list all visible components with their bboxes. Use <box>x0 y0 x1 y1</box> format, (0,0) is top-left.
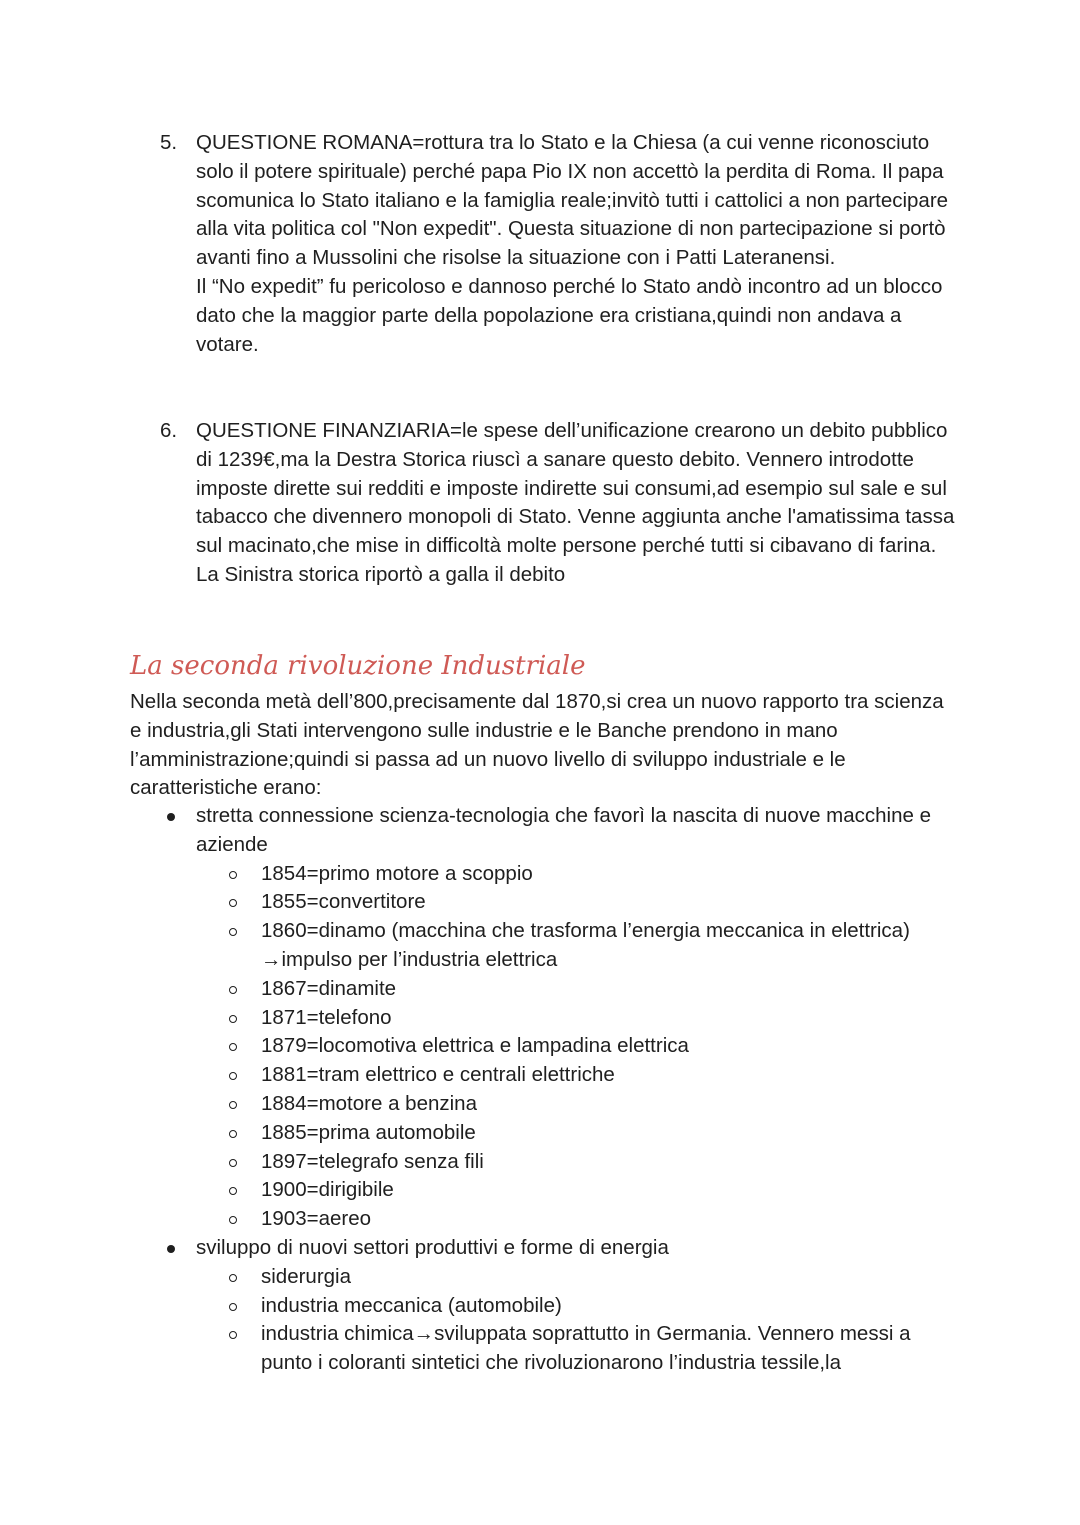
circle-bullet-icon <box>229 1043 237 1051</box>
circle-bullet-icon <box>229 1015 237 1023</box>
circle-bullet-icon <box>229 1331 237 1339</box>
item-extra-text: La Sinistra storica riportò a galla il debito <box>196 562 566 586</box>
circle-bullet-icon <box>229 1159 237 1167</box>
circle-bullet-icon <box>229 1072 237 1080</box>
circle-bullet-icon <box>229 986 237 994</box>
sub-list-item: siderurgia <box>196 1263 960 1292</box>
sub-list-item: 1900=dirigibile <box>196 1176 960 1205</box>
sub-list-item: industria meccanica (automobile) <box>196 1292 960 1321</box>
section-heading: La seconda rivoluzione Industriale <box>130 651 586 681</box>
item-number: 5. <box>160 131 178 154</box>
item-text: QUESTIONE ROMANA=rottura tra lo Stato e la Chiesa (a cui venne riconosciuto solo il potere spirituale) perché papa Pio IX non accettò la perdita di Roma. Il papa scomunica lo Stato italiano e la famiglia reale;invitò tutti i cattolici a non partecipare alla vita politica col "Non expedit". Questa situazione di non partecipazione si portò avanti fino a Mussolini che risolse la situazione con i Patti Lateranensi. <box>196 131 949 270</box>
circle-bullet-icon <box>229 1101 237 1109</box>
circle-bullet-icon <box>229 1187 237 1195</box>
bullet-text: stretta connessione scienza-tecnologia che favorì la nascita di nuove macchine e aziende <box>196 804 932 856</box>
numbered-item-6 <box>160 417 960 590</box>
bullet-item <box>130 1234 960 1378</box>
sub-list-item: 1885=prima automobile <box>196 1119 960 1148</box>
circle-bullet-icon <box>229 928 237 936</box>
section-intro: Nella seconda metà dell’800,precisamente dal 1870,si crea un nuovo rapporto tra scienza e industria,gli Stati intervengono sulle industrie e le Banche prendono in mano l’amministrazione;quindi si passa ad un nuovo livello di sviluppo industriale e le caratteristiche erano: <box>130 690 944 800</box>
bullet-item <box>130 802 960 1234</box>
sub-list <box>196 860 960 1234</box>
item-text: QUESTIONE FINANZIARIA=le spese dell’unificazione crearono un debito pubblico di 1239€,ma la Destra Storica riuscì a sanare questo debito. Vennero introdotte imposte dirette sui redditi e imposte indirette sui consumi,ad esempio sul sale e sul tabacco che divennero monopoli di Stato. Venne aggiunta anche l'amatissima tassa sul macinato,che mise in difficoltà molte persone perché tutti si cibavano di farina. <box>196 419 955 558</box>
sub-list-item: 1867=dinamite <box>196 975 960 1004</box>
sub-list-item: 1903=aereo <box>196 1205 960 1234</box>
bullet-icon <box>167 1245 175 1253</box>
sub-list <box>196 1263 960 1378</box>
circle-bullet-icon <box>229 1216 237 1224</box>
sub-list-item: 1879=locomotiva elettrica e lampadina elettrica <box>196 1032 960 1061</box>
bullet-icon <box>167 813 175 821</box>
bullet-text: sviluppo di nuovi settori produttivi e forme di energia <box>196 1235 669 1259</box>
sub-list-item: 1855=convertitore <box>196 888 960 917</box>
item-extra-text: Il “No expedit” fu pericoloso e dannoso perché lo Stato andò incontro ad un blocco dato che la maggior parte della popolazione era cristiana,quindi non andava a votare. <box>196 274 943 356</box>
circle-bullet-icon <box>229 1130 237 1138</box>
sub-list-item: 1884=motore a benzina <box>196 1090 960 1119</box>
circle-bullet-icon <box>229 871 237 879</box>
circle-bullet-icon <box>229 899 237 907</box>
circle-bullet-icon <box>229 1303 237 1311</box>
numbered-item-5 <box>160 129 960 359</box>
bullet-list <box>130 802 960 1378</box>
sub-list-item: 1897=telegrafo senza fili <box>196 1148 960 1177</box>
circle-bullet-icon <box>229 1274 237 1282</box>
sub-list-item: 1854=primo motore a scoppio <box>196 860 960 889</box>
item-number: 6. <box>160 419 178 442</box>
sub-list-item: industria chimica→sviluppata soprattutto in Germania. Vennero messi a punto i coloranti sintetici che rivoluzionarono l’industria tessile,la <box>196 1320 960 1378</box>
sub-list-item: 1860=dinamo (macchina che trasforma l’energia meccanica in elettrica) →impulso per l’industria elettrica <box>196 917 960 975</box>
sub-list-item: 1881=tram elettrico e centrali elettriche <box>196 1061 960 1090</box>
sub-list-item: 1871=telefono <box>196 1004 960 1033</box>
